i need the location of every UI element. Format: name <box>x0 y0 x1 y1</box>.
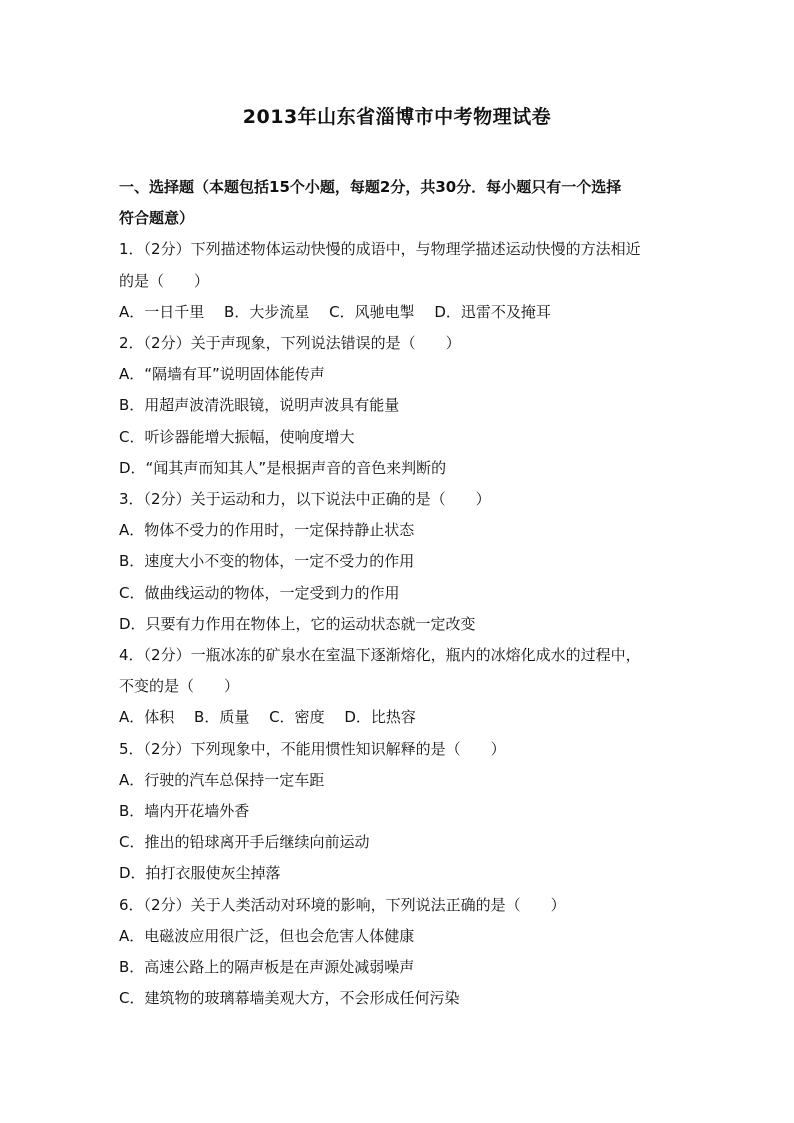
question-4-stem-continued: 不变的是（ ） <box>119 677 240 696</box>
question-5-option-c: C．推出的铅球离开手后继续向前运动 <box>119 833 370 852</box>
question-list <box>119 172 679 1014</box>
question-2-option-c: C．听诊器能增大振幅，使响度增大 <box>119 427 355 446</box>
question-6-stem: 6．（2分）关于人类活动对环境的影响，下列说法正确的是（ ） <box>119 895 566 914</box>
question-1-stem: 1．（2分）下列描述物体运动快慢的成语中，与物理学描述运动快慢的方法相近 <box>119 240 641 259</box>
question-5-option-d: D．拍打衣服使灰尘掉落 <box>119 864 281 883</box>
question-6-option-b: B．高速公路上的隔声板是在声源处减弱噪声 <box>119 958 415 977</box>
question-5-option-b: B．墙内开花墙外香 <box>119 802 250 821</box>
question-3-option-c: C．做曲线运动的物体，一定受到力的作用 <box>119 583 400 602</box>
question-4-options: A．体积 B．质量 C．密度 D．比热容 <box>119 708 416 727</box>
page-title: 2013年山东省淄博市中考物理试卷 <box>242 106 552 128</box>
question-3-option-a: A．物体不受力的作用时，一定保持静止状态 <box>119 521 415 540</box>
question-3-stem: 3．（2分）关于运动和力，以下说法中正确的是（ ） <box>119 490 491 509</box>
question-2-stem: 2．（2分）关于声现象，下列说法错误的是（ ） <box>119 334 461 353</box>
question-5-stem: 5．（2分）下列现象中，不能用惯性知识解释的是（ ） <box>119 739 506 758</box>
question-1-stem-continued: 的是（ ） <box>119 271 210 290</box>
question-4-stem: 4．（2分）一瓶冰冻的矿泉水在室温下逐渐熔化，瓶内的冰熔化成水的过程中， <box>119 646 641 665</box>
section-heading-continued: 符合题意） <box>119 209 195 228</box>
section-heading: 一、选择题（本题包括15个小题，每题2分，共30分．每小题只有一个选择 <box>119 178 622 196</box>
question-2-option-a: A．“隔墙有耳”说明固体能传声 <box>119 365 325 384</box>
question-3-option-d: D．只要有力作用在物体上，它的运动状态就一定改变 <box>119 614 476 633</box>
question-3-option-b: B．速度大小不变的物体，一定不受力的作用 <box>119 552 415 571</box>
question-6-option-a: A．电磁波应用很广泛，但也会危害人体健康 <box>119 926 415 945</box>
question-2-option-d: D．“闻其声而知其人”是根据声音的音色来判断的 <box>119 458 447 477</box>
question-2-option-b: B．用超声波清洗眼镜，说明声波具有能量 <box>119 396 400 415</box>
question-6-option-c: C．建筑物的玻璃幕墙美观大方，不会形成任何污染 <box>119 989 460 1008</box>
question-5-option-a: A．行驶的汽车总保持一定车距 <box>119 770 325 789</box>
question-1-options: A．一日千里 B．大步流星 C．风驰电掣 D．迅雷不及掩耳 <box>119 302 551 321</box>
